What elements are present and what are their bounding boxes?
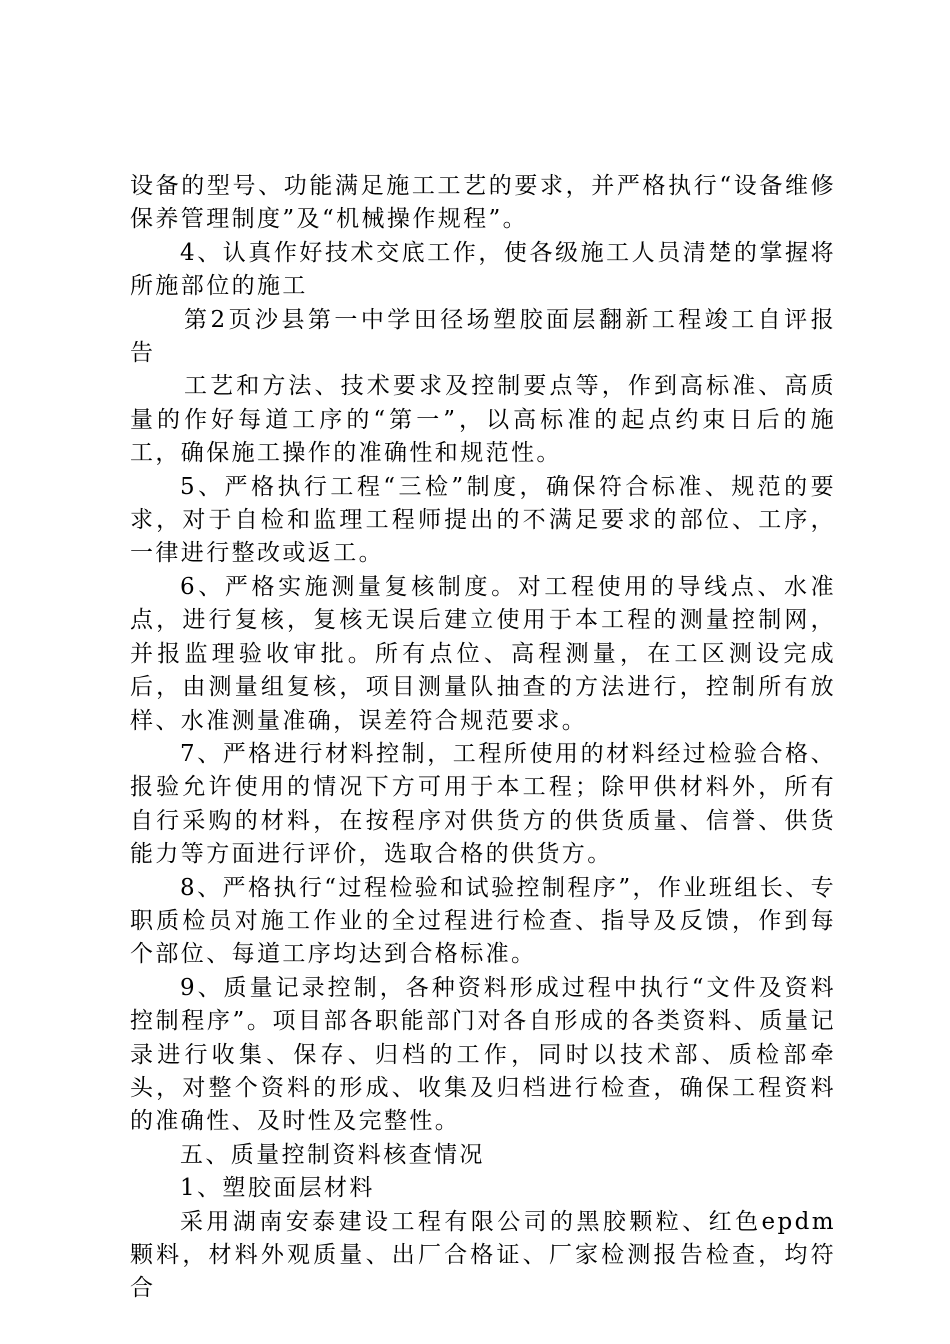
paragraph-item-4-continued: 工艺和方法、技术要求及控制要点等，作到高标准、高质量的作好每道工序的“第一”，以高标准的起点约束日后的施工，确保施工操作的准确性和规范性。 <box>130 373 836 467</box>
paragraph-item-8: 8、严格执行“过程检验和试验控制程序”，作业班组长、专职质检员对施工作业的全过程进行检查、指导及反馈，作到每个部位、每道工序均达到合格标准。 <box>130 874 836 968</box>
paragraph-item-5: 5、严格执行工程“三检”制度，确保符合标准、规范的要求，对于自检和监理工程师提出的不满足要求的部位、工序，一律进行整改或返工。 <box>130 473 836 567</box>
subheading-1: 1、塑胶面层材料 <box>180 1175 375 1202</box>
paragraph-item-4: 4、认真作好技术交底工作，使各级施工人员清楚的掌握将所施部位的施工 <box>130 239 836 300</box>
paragraph-item-9: 9、质量记录控制，各种资料形成过程中执行“文件及资料控制程序”。项目部各职能部门对各自形成的各类资料、质量记录进行收集、保存、归档的工作，同时以技术部、质检部牵头，对整个资料的形成、收集及归档进行检查，确保工程资料的准确性、及时性及完整性。 <box>130 974 836 1135</box>
paragraph-equipment-maintenance: 设备的型号、功能满足施工工艺的要求，并严格执行“设备维修保养管理制度”及“机械操作规程”。 <box>130 173 836 233</box>
paragraph-materials: 采用湖南安泰建设工程有限公司的黑胶颗粒、红色epdm颗料，材料外观质量、出厂合格证、厂家检测报告检查，均符合 <box>130 1208 836 1302</box>
document-body <box>130 170 836 1306</box>
paragraph-item-7: 7、严格进行材料控制，工程所使用的材料经过检验合格、报验允许使用的情况下方可用于本工程；除甲供材料外，所有自行采购的材料，在按程序对供货方的供货质量、信誉、供货能力等方面进行评价，选取合格的供货方。 <box>130 740 836 868</box>
section-heading-5: 五、质量控制资料核查情况 <box>180 1141 485 1168</box>
page-footer-title: 第2页沙县第一中学田径场塑胶面层翻新工程竣工自评报告 <box>130 306 836 367</box>
paragraph-item-6: 6、严格实施测量复核制度。对工程使用的导线点、水准点，进行复核，复核无误后建立使用于本工程的测量控制网，并报监理验收审批。所有点位、高程测量，在工区测设完成后，由测量组复核，项目测量队抽查的方法进行，控制所有放样、水准测量准确，误差符合规范要求。 <box>130 573 836 734</box>
